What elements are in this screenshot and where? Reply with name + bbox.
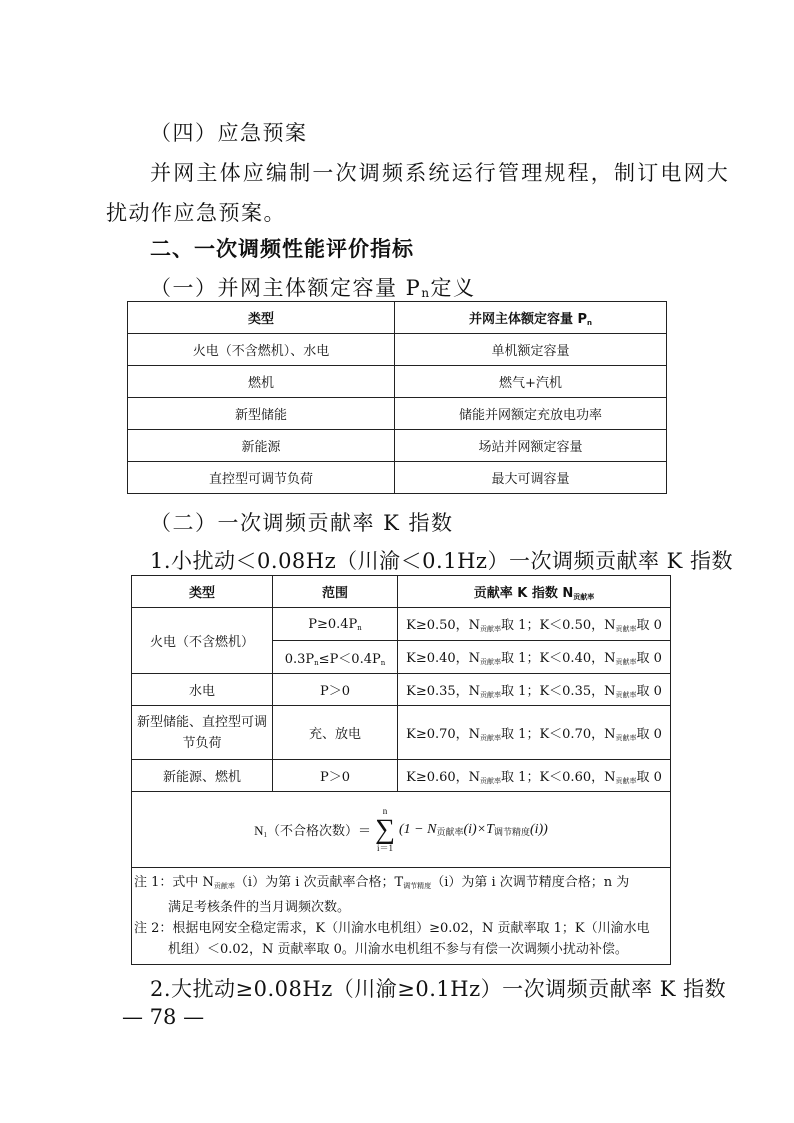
table-row <box>128 366 667 398</box>
item1-heading: 1.小扰动＜0.08Hz（川渝＜0.1Hz）一次调频贡献率 K 指数 <box>150 549 733 573</box>
note2: 注 2：根据电网安全稳定需求，K（川渝水电机组）≥0.02，N 贡献率取 1；K（川渝水电 <box>134 921 650 936</box>
table-cell: 最大可调容量 <box>395 462 667 494</box>
notes-row <box>132 868 671 965</box>
summation-symbol: n ∑ i＝1 <box>375 805 396 853</box>
table2-header-range: 范围 <box>273 576 398 608</box>
hydro-k: K≥0.35，$N_{贡献率}$取 1；K＜0.35，$N_{贡献率}$取 0 <box>398 674 671 706</box>
formula-row <box>132 792 671 868</box>
table-cell: 燃机 <box>128 366 395 398</box>
thermal-range2: $0.3P_n\le P<0.4P_n$ <box>273 641 398 674</box>
table-cell: 新型储能 <box>128 398 395 430</box>
section-four-para-line2: 扰动作应急预案。 <box>106 201 286 225</box>
contribution-table <box>131 575 671 965</box>
table1-header-capacity: 并网主体额定容量 $P_n$ <box>395 302 667 334</box>
sub-two-heading: （二）一次调频贡献率 K 指数 <box>150 511 454 535</box>
table-row <box>128 462 667 494</box>
table-row <box>132 760 671 792</box>
table-cell: 火电（不含燃机）、水电 <box>128 334 395 366</box>
renew-k: K≥0.60，$N_{贡献率}$取 1；K＜0.60，$N_{贡献率}$取 0 <box>398 760 671 792</box>
section-four-heading: （四）应急预案 <box>150 121 308 145</box>
renew-label: 新能源、燃机 <box>132 760 273 792</box>
formula-cell <box>132 792 671 868</box>
storage-range: 充、放电 <box>273 706 398 760</box>
table-cell: 新能源 <box>128 430 395 462</box>
item2-heading: 2.大扰动≥0.08Hz（川渝≥0.1Hz）一次调频贡献率 K 指数 <box>150 977 727 1001</box>
table-cell: 场站并网额定容量 <box>395 430 667 462</box>
section-four-para-line1: 并网主体应编制一次调频系统运行管理规程，制订电网大 <box>150 161 730 185</box>
sub-one-heading: （一）并网主体额定容量 $P_n$定义 <box>150 276 476 300</box>
table2-header-type: 类型 <box>132 576 273 608</box>
note1: 注 1：式中 $N_{贡献率}(i)$为第 i 次贡献率合格；$T_{调节精度}(i)$为第 i 次调节精度合格；n 为 <box>134 875 630 890</box>
thermal-k1: K≥0.50，$N_{贡献率}$取 1；K＜0.50，$N_{贡献率}$取 0 <box>398 608 671 641</box>
formula-body: $(1 - N_{贡献率}(i)\times T_{调节精度}(i))$ <box>399 821 548 837</box>
section-two-heading: 二、一次调频性能评价指标 <box>150 237 414 261</box>
storage-k: K≥0.70，$N_{贡献率}$取 1；K＜0.70，$N_{贡献率}$取 0 <box>398 706 671 760</box>
table-row <box>128 398 667 430</box>
table2-header-index: 贡献率 K 指数 $N_{贡献率}$ <box>398 576 671 608</box>
note2-line2: 机组）＜0.02，N 贡献率取 0。川渝水电机组不参与有偿一次调频小扰动补偿。 <box>168 942 628 957</box>
table-row <box>128 334 667 366</box>
hydro-range: P＞0 <box>273 674 398 706</box>
notes-cell <box>132 868 671 965</box>
formula-left: $N_1$（不合格次数）＝ <box>254 823 372 839</box>
table-cell: 燃气+汽机 <box>395 366 667 398</box>
table-row <box>128 430 667 462</box>
table-cell: 单机额定容量 <box>395 334 667 366</box>
note1-line2: 满足考核条件的当月调频次数。 <box>168 900 351 915</box>
table-cell: 直控型可调节负荷 <box>128 462 395 494</box>
table-row <box>132 674 671 706</box>
table1-header-type: 类型 <box>128 302 395 334</box>
renew-range: P＞0 <box>273 760 398 792</box>
formula <box>134 807 668 853</box>
hydro-label: 水电 <box>132 674 273 706</box>
storage-label: 新型储能、直控型可调 节负荷 <box>132 706 273 760</box>
thermal-range1: $P\ge 0.4P_n$ <box>273 608 398 641</box>
capacity-table <box>127 301 667 494</box>
thermal-k2: K≥0.40，$N_{贡献率}$取 1；K＜0.40，$N_{贡献率}$取 0 <box>398 641 671 674</box>
table-row <box>132 706 671 760</box>
thermal-label: 火电（不含燃机） <box>132 608 273 674</box>
table-cell: 储能并网额定充放电功率 <box>395 398 667 430</box>
page-number: — 78 — <box>122 1005 205 1029</box>
table-row <box>132 608 671 641</box>
